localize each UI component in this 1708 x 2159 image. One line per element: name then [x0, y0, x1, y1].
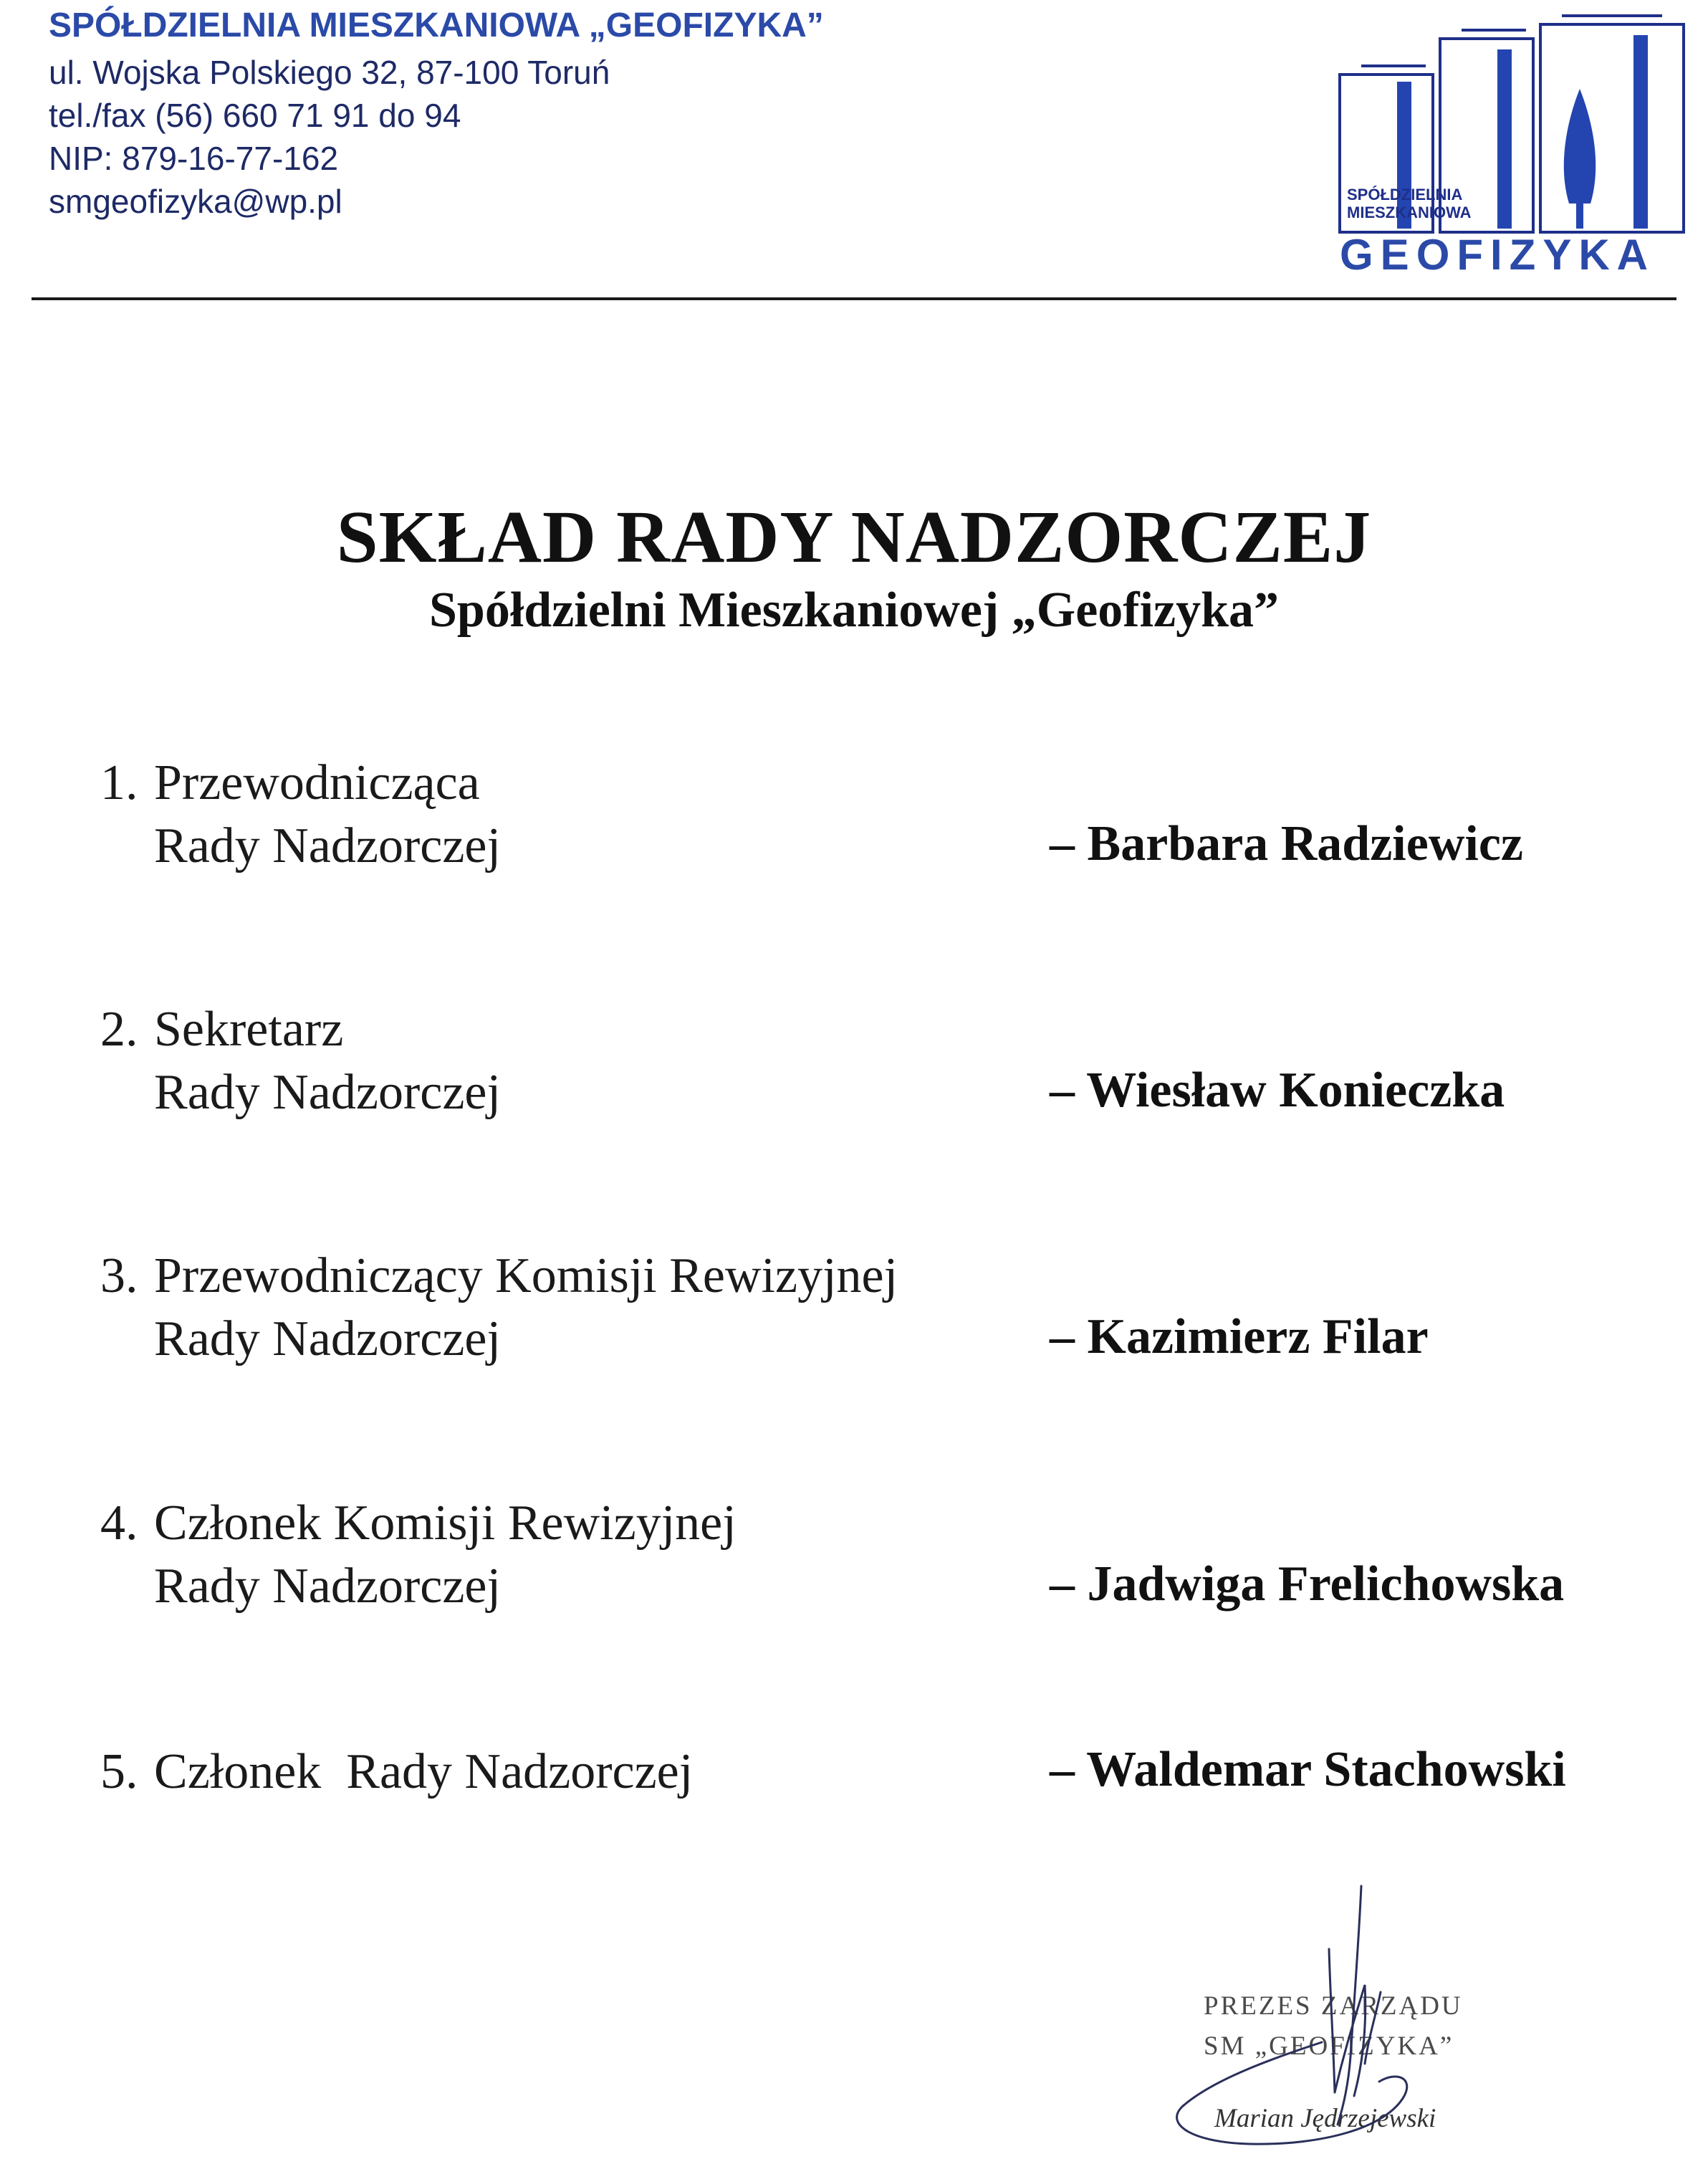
stamp-organization: SM „GEOFIZYKA” [1204, 2031, 1454, 2061]
logo-brand: GEOFIZYKA [1340, 231, 1656, 279]
cooperative-email: smgeofizyka@wp.pl [49, 183, 342, 220]
member-role-continued: Rady Nadzorczej [154, 1311, 501, 1366]
member-name: – Waldemar Stachowski [1050, 1742, 1566, 1797]
stamp-person-name: Marian Jędrzejewski [1214, 2104, 1436, 2133]
geofizyka-logo [1318, 10, 1698, 289]
member-number: 2. [100, 1002, 138, 1057]
member-name: – Jadwiga Frelichowska [1050, 1556, 1565, 1612]
handwritten-signature [1150, 1877, 1494, 2157]
member-number: 5. [100, 1744, 138, 1799]
member-role-continued: Rady Nadzorczej [154, 1559, 501, 1614]
page-title: SKŁAD RADY NADZORCZEJ [336, 496, 1372, 578]
member-role: Członek Komisji Rewizyjnej [154, 1495, 737, 1551]
stamp-title: PREZES ZARZĄDU [1204, 1991, 1463, 2021]
member-number: 4. [100, 1495, 138, 1551]
logo-line2: MIESZKANIOWA [1347, 204, 1472, 221]
member-role: Członek Rady Nadzorczej [154, 1744, 694, 1799]
member-name: – Wiesław Konieczka [1050, 1063, 1505, 1118]
member-number: 1. [100, 755, 138, 810]
member-role: Sekretarz [154, 1002, 344, 1057]
member-number: 3. [100, 1248, 138, 1303]
cooperative-phone: tel./fax (56) 660 71 91 do 94 [49, 97, 461, 134]
header-divider [32, 297, 1676, 300]
cooperative-name: SPÓŁDZIELNIA MIESZKANIOWA „GEOFIZYKA” [49, 6, 824, 44]
member-role: Przewodniczący Komisji Rewizyjnej [154, 1248, 898, 1303]
cooperative-address: ul. Wojska Polskiego 32, 87-100 Toruń [49, 54, 610, 91]
member-role-continued: Rady Nadzorczej [154, 818, 501, 873]
member-name: – Barbara Radziewicz [1050, 816, 1523, 871]
member-name: – Kazimierz Filar [1050, 1309, 1429, 1364]
cooperative-nip: NIP: 879-16-77-162 [49, 140, 339, 177]
member-role: Przewodnicząca [154, 755, 480, 810]
logo-line1: SPÓŁDZIELNIA [1347, 186, 1463, 204]
page-subtitle: Spółdzielni Mieszkaniowej „Geofizyka” [428, 583, 1280, 638]
member-role-continued: Rady Nadzorczej [154, 1065, 501, 1120]
